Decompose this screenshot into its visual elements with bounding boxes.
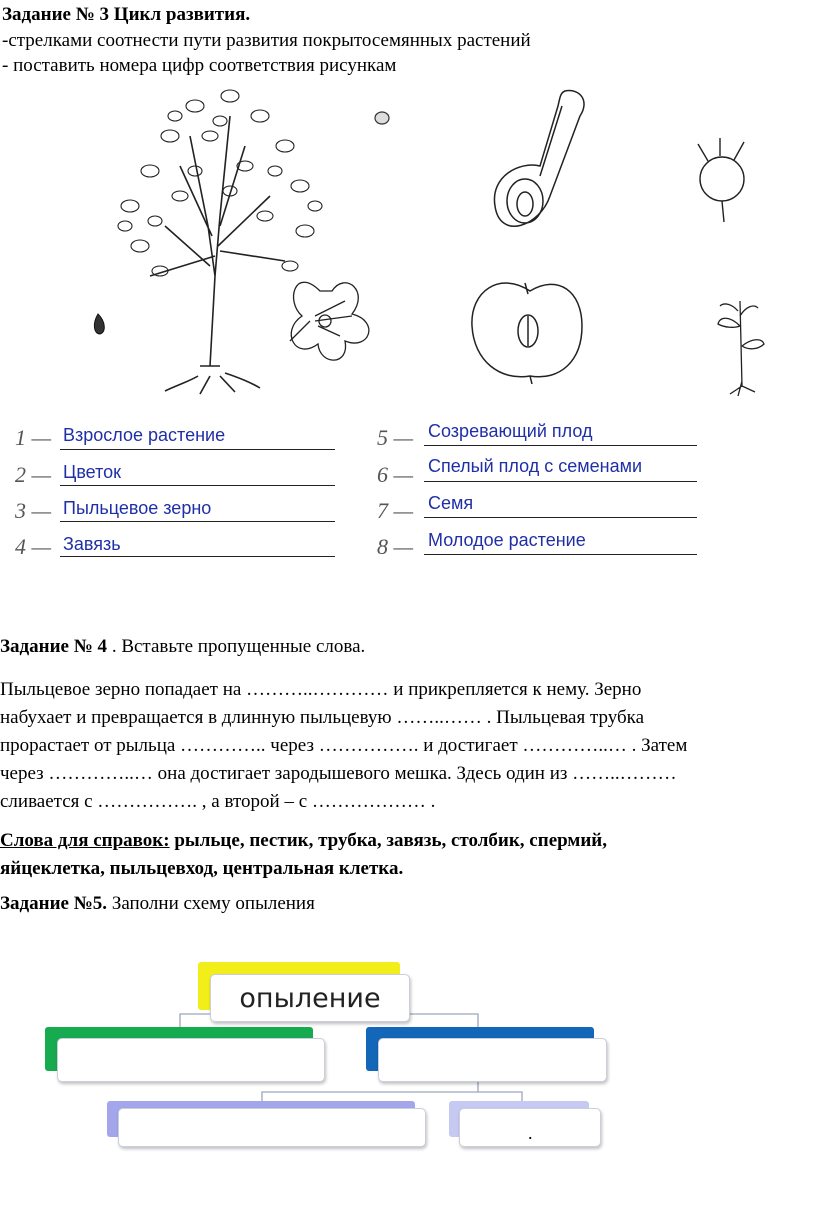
box-dot: .	[528, 1123, 533, 1143]
answer-text-7: Семя	[428, 493, 474, 513]
answer-text-2: Цветок	[63, 462, 122, 482]
answer-number-5: 5 —	[377, 425, 414, 450]
answer-text-3: Пыльцевое зерно	[63, 498, 212, 518]
answer-number-2: 2 —	[15, 462, 52, 487]
answer-number-7: 7 —	[377, 498, 414, 523]
reference-words-label: Слова для справок:	[0, 830, 170, 851]
bottom-right-answer-box[interactable]	[459, 1108, 601, 1147]
answer-number-3: 3 —	[15, 498, 52, 523]
bottom-left-answer-box[interactable]	[118, 1108, 426, 1147]
task4-line-2: набухает и превращается в длинную пыльцевую ……..…… . Пыльцевая трубка	[0, 707, 645, 728]
task3-instruction-2: - поставить номера цифр соответствия рисункам	[2, 55, 397, 76]
task5-title: Задание №5.	[0, 893, 108, 914]
root-box-pollination: опыление	[210, 974, 410, 1022]
right-answer-box[interactable]	[378, 1038, 607, 1082]
task4-instruction: . Вставьте пропущенные слова.	[107, 636, 366, 657]
left-answer-box[interactable]	[57, 1038, 325, 1082]
answer-text-1: Взрослое растение	[63, 425, 226, 445]
answer-number-1: 1 —	[15, 425, 52, 450]
reference-words-line-1: рыльце, пестик, трубка, завязь, столбик, спермий,	[169, 830, 607, 851]
task4-line-3: прорастает от рыльца ………….. через ……………. и достигает …………..… . Затем	[0, 735, 688, 756]
answer-number-4: 4 —	[15, 534, 52, 559]
task5-instruction: Заполни схему опыления	[107, 893, 315, 914]
task4-title: Задание № 4	[0, 636, 108, 657]
answer-number-8: 8 —	[377, 534, 414, 559]
answer-text-4: Завязь	[63, 534, 121, 554]
task4-line-1: Пыльцевое зерно попадает на ………..………… и прикрепляется к нему. Зерно	[0, 679, 642, 700]
task4-line-5: сливается с ……………. , а второй – с ……………… .	[0, 791, 436, 812]
reference-words-line-2: яйцеклетка, пыльцевход, центральная клетка.	[0, 858, 404, 879]
answer-number-6: 6 —	[377, 462, 414, 487]
answer-text-6: Спелый плод с семенами	[428, 456, 643, 476]
task4-line-4: через …………..… она достигает зародышевого мешка. Здесь один из ……..………	[0, 763, 677, 784]
task3-instruction-1: -стрелками соотнести пути развития покрытосемянных растений	[2, 30, 531, 51]
answer-text-8: Молодое растение	[428, 530, 586, 550]
answer-text-5: Созревающий плод	[428, 421, 593, 441]
task3-title: Задание № 3 Цикл развития.	[2, 4, 251, 25]
